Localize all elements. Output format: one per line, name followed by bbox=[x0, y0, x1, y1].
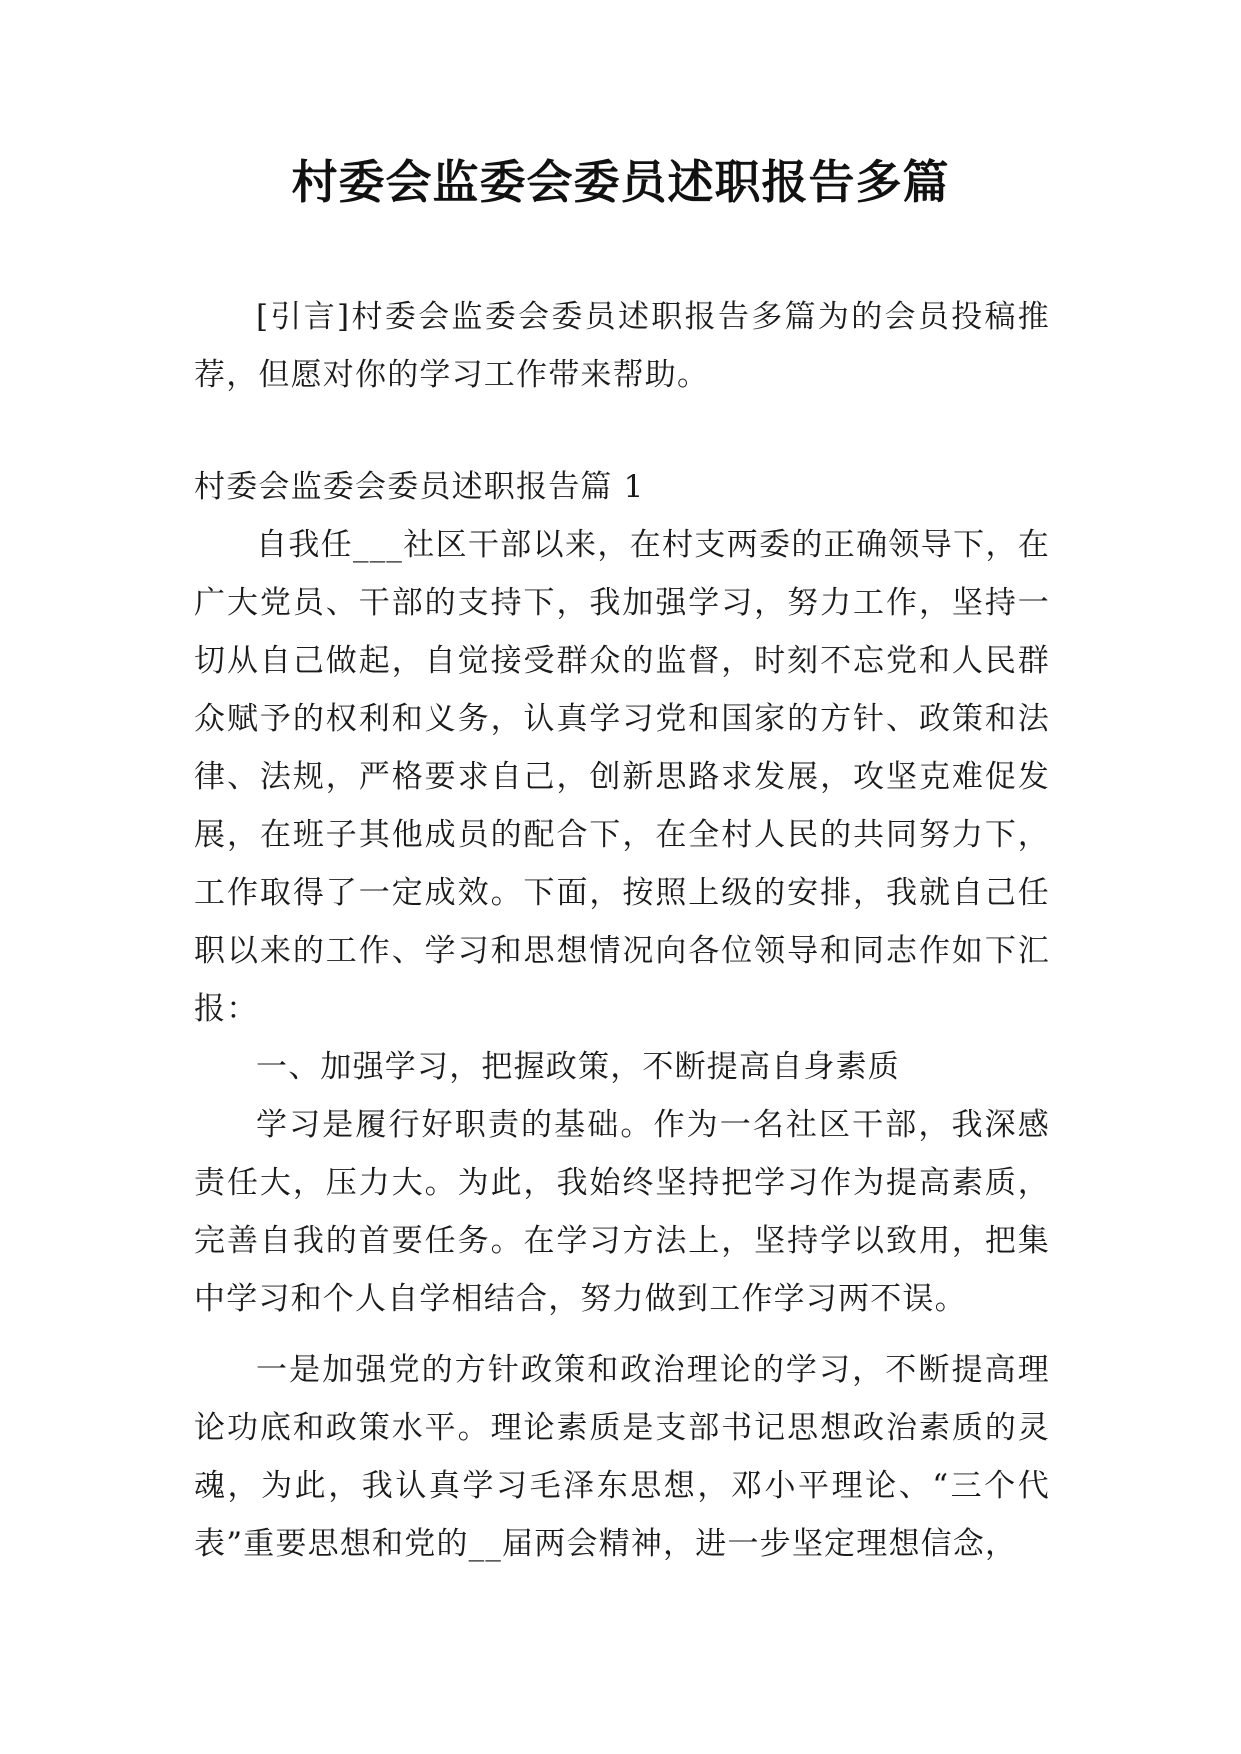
section-heading: 村委会监委会委员述职报告篇 1 bbox=[194, 469, 645, 505]
intro-paragraph: [引言]村委会监委会委员述职报告多篇为的会员投稿推荐，但愿对你的学习工作带来帮助。 bbox=[194, 299, 1050, 393]
subheading-paragraph: 一、加强学习，把握政策，不断提高自身素质 bbox=[256, 1049, 900, 1085]
body-paragraph-1: 自我任___社区干部以来，在村支两委的正确领导下，在广大党员、干部的支持下，我加强学习，努力工作，坚持一切从自己做起，自觉接受群众的监督，时刻不忘党和人民群众赋予的权利和义务，认真学习党和国家的方针、政策和法律、法规，严格要求自己，创新思路求发展，攻坚克难促发展，在班子其他成员的配合下，在全村人民的共同努力下，工作取得了一定成效。下面，按照上级的安排，我就自己任职以来的工作、学习和思想情况向各位领导和同志作如下汇报： bbox=[194, 527, 1050, 1027]
document-body bbox=[194, 288, 1050, 1573]
body-paragraph-2: 学习是履行好职责的基础。作为一名社区干部，我深感责任大，压力大。为此，我始终坚持把学习作为提高素质，完善自我的首要任务。在学习方法上，坚持学以致用，把集中学习和个人自学相结合，努力做到工作学习两不误。 bbox=[194, 1107, 1050, 1317]
document-title: 村委会监委会委员述职报告多篇 bbox=[291, 155, 950, 209]
body-paragraph-3: 一是加强党的方针政策和政治理论的学习，不断提高理论功底和政策水平。理论素质是支部书记思想政治素质的灵魂，为此，我认真学习毛泽东思想，邓小平理论、“三个代表”重要思想和党的__届两会精神，进一步坚定理想信念， bbox=[194, 1352, 1050, 1562]
